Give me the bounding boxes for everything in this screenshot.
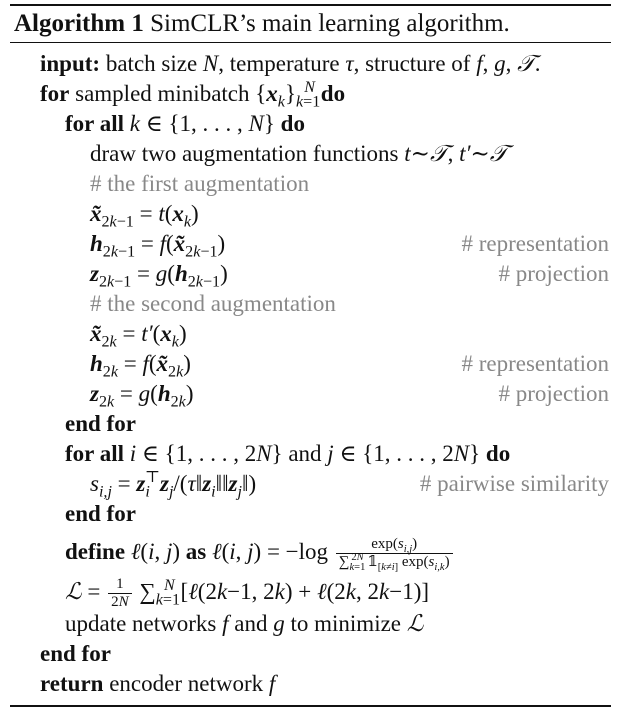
comment-representation-2: # representation <box>461 351 609 376</box>
comment-second-augmentation: # the second augmentation <box>90 291 336 316</box>
keyword-for: for <box>40 81 70 106</box>
loss-fraction <box>336 536 453 574</box>
total-loss-line: ℒ = $\frac{1}{2N}$ $\sum_{k=1}^N$ [ℓ(2k−1, 2k) + ℓ(2k, 2k−1)] <box>65 576 430 611</box>
return-line: return encoder network f <box>40 671 276 696</box>
keyword-input: input: <box>40 51 101 76</box>
keyword-do: do <box>320 81 346 106</box>
comment-pairwise-similarity: # pairwise similarity <box>419 471 609 496</box>
comment-projection-1: # projection <box>498 261 609 286</box>
keyword-define: define <box>65 539 126 564</box>
define-loss-line: define ℓ(i, j) as ℓ(i, j) = −log $\frac{\exp(s_{i,j})}{\sum_{k=1}^{2N} 𝟙_{[k\ne i]} \exp(s_{i,k})}$ <box>10 529 611 575</box>
forall-k-line: for all k ∈ {1, . . . , N} do <box>65 111 305 136</box>
keyword-as: as <box>185 539 207 564</box>
end-for-ij-line: end for <box>65 501 136 526</box>
x-second-line: $x̃_{2k} = t'(x_k)$ <box>90 321 187 351</box>
loss-denominator: $\sum_{k=1}^{2N}$ $𝟙_{[k\ne i]}$ $\exp(s_{i,k})$ <box>338 552 450 574</box>
end-for-outer-line: end for <box>40 641 111 666</box>
algorithm-number: Algorithm 1 <box>14 10 144 37</box>
update-networks-line: update networks f and g to minimize ℒ <box>65 611 424 637</box>
algorithm-box <box>10 4 611 707</box>
similarity-line: $s_{i,j}$ = $z_i^⊤z_j/(\tau‖z_i‖‖z_j‖)$ # pairwise similarity <box>90 469 609 501</box>
draw-augmentations-line: draw two augmentation functions t∼𝒯, t′∼𝒯 <box>90 141 508 167</box>
comment-projection-2: # projection <box>498 381 609 406</box>
algorithm-title: SimCLR’s main learning algorithm. <box>150 10 510 37</box>
total-loss-fraction: $\frac{1}{2N}$ <box>108 576 132 611</box>
end-for-k-line: end for <box>65 411 136 436</box>
algorithm-header <box>10 6 611 42</box>
x-first-line: $x̃_{2k-1} = t(x_k)$ <box>90 201 199 231</box>
loss-numerator: $\exp(s_{i,j})$ <box>336 536 453 554</box>
keyword-forall-k: for all <box>65 111 124 136</box>
bottom-rule <box>10 705 611 707</box>
z-second-line: $z_{2k} = g(h_{2k})$ # projection <box>90 381 609 411</box>
input-line: input: batch size N, temperature τ, structure of f, g, 𝒯. <box>40 51 541 77</box>
h-first-line: $h_{2k-1}$ = $f(x̃_{2k-1})$ # representation <box>90 231 609 261</box>
keyword-do-ij: do <box>485 441 511 466</box>
h-second-line: $h_{2k}$ = $f(x̃_{2k})$ # representation <box>90 351 609 381</box>
algorithm-body <box>10 43 611 699</box>
keyword-do-k: do <box>280 111 305 136</box>
forall-ij-line: for all i ∈ {1, . . . , 2N} and j ∈ {1, . . . , 2N} do <box>65 441 511 466</box>
keyword-return: return <box>40 671 104 696</box>
z-first-line: $z_{2k-1} = g(h_{2k-1})$ # projection <box>90 261 609 291</box>
comment-first-augmentation: # the first augmentation <box>90 171 310 196</box>
outer-for-line: for sampled minibatch $\{x_k\}_{k=1}^N$ do <box>40 79 346 111</box>
keyword-forall-ij: for all <box>65 441 124 466</box>
comment-representation-1: # representation <box>461 231 609 256</box>
